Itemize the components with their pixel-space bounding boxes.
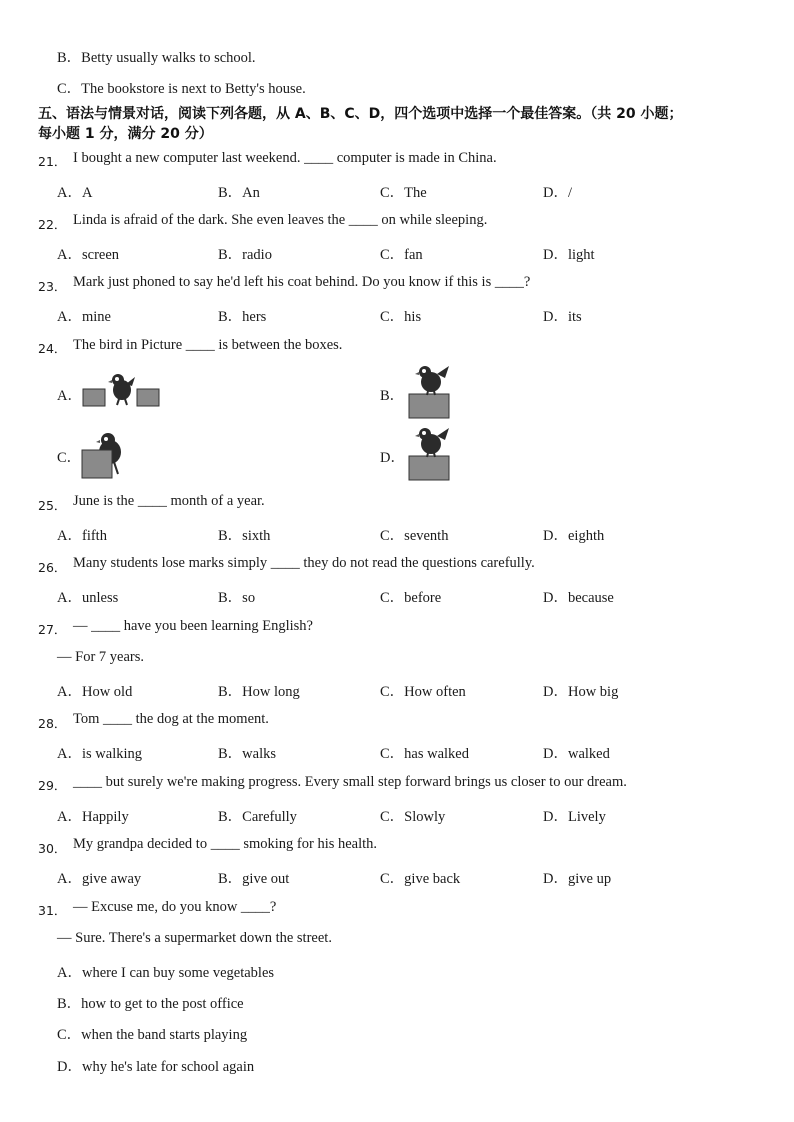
option-b[interactable]: B．give out — [218, 871, 290, 887]
option-d[interactable]: D．because — [543, 590, 614, 606]
question-stem: The bird in Picture ____ is between the boxes. — [73, 337, 343, 353]
section-title-line1: 五、语法与情景对话，阅读下列各题，从 A、B、C、D，四个选项中选择一个最佳答案。（共 20 小题； — [38, 106, 683, 122]
question-stem: ____ but surely we're making progress. Every small step forward brings us closer to our dream. — [73, 774, 627, 790]
option-b[interactable]: B．walks — [218, 746, 277, 762]
option-d[interactable]: D．light — [543, 247, 595, 263]
option-c[interactable]: C．before — [380, 590, 442, 606]
option-d[interactable]: D．/ — [543, 185, 573, 201]
option-a[interactable]: A．How old — [57, 684, 133, 700]
option-c[interactable]: C．when the band starts playing — [57, 1027, 248, 1043]
prev-option-c: C．The bookstore is next to Betty's house. — [57, 81, 306, 97]
question-number: 22． — [38, 217, 67, 232]
option-b[interactable]: B． — [380, 388, 405, 404]
option-d[interactable]: D．Lively — [543, 809, 606, 825]
option-b[interactable]: B．How long — [218, 684, 300, 700]
bird-on-box-picture[interactable] — [405, 426, 453, 482]
prev-option-b: B．Betty usually walks to school. — [57, 50, 256, 66]
option-c[interactable]: C．has walked — [380, 746, 469, 762]
bird-between-boxes-picture[interactable] — [82, 372, 162, 408]
bird-behind-box-picture[interactable] — [80, 430, 128, 480]
option-a[interactable]: A．give away — [57, 871, 142, 887]
option-d[interactable]: D．eighth — [543, 528, 605, 544]
option-a[interactable]: A．is walking — [57, 746, 142, 762]
dialogue-reply: — Sure. There's a supermarket down the street. — [57, 930, 332, 946]
option-c[interactable]: C．fan — [380, 247, 423, 263]
question-stem: Linda is afraid of the dark. She even leaves the ____ on while sleeping. — [73, 212, 488, 228]
option-c[interactable]: C．How often — [380, 684, 466, 700]
option-b[interactable]: B．radio — [218, 247, 272, 263]
option-b[interactable]: B．hers — [218, 309, 267, 325]
option-b[interactable]: B．An — [218, 185, 260, 201]
question-number: 23． — [38, 279, 67, 294]
question-stem: My grandpa decided to ____ smoking for his health. — [73, 836, 378, 852]
option-d[interactable]: D． — [380, 450, 405, 466]
option-a[interactable]: A．Happily — [57, 809, 129, 825]
option-a[interactable]: A．A — [57, 185, 93, 201]
dialogue-reply: — For 7 years. — [57, 649, 144, 665]
question-stem: June is the ____ month of a year. — [73, 493, 265, 509]
option-a[interactable]: A．where I can buy some vegetables — [57, 965, 275, 981]
option-a[interactable]: A．fifth — [57, 528, 107, 544]
option-c[interactable]: C． — [57, 450, 82, 466]
question-stem: — Excuse me, do you know ____? — [73, 899, 277, 915]
option-a[interactable]: A．screen — [57, 247, 120, 263]
option-b[interactable]: B．so — [218, 590, 256, 606]
question-stem: I bought a new computer last weekend. ____ computer is made in China. — [73, 150, 497, 166]
question-number: 21． — [38, 154, 67, 169]
section-title-line2: 每小题 1 分，满分 20 分） — [38, 126, 213, 142]
question-number: 28． — [38, 716, 67, 731]
question-number: 29． — [38, 778, 67, 793]
option-c[interactable]: C．Slowly — [380, 809, 446, 825]
option-a[interactable]: A．unless — [57, 590, 119, 606]
option-d[interactable]: D．walked — [543, 746, 610, 762]
option-c[interactable]: C．his — [380, 309, 422, 325]
option-a[interactable]: A． — [57, 388, 82, 404]
option-d[interactable]: D．How big — [543, 684, 619, 700]
question-number: 24． — [38, 341, 67, 356]
option-b[interactable]: B．sixth — [218, 528, 271, 544]
question-stem: Tom ____ the dog at the moment. — [73, 711, 269, 727]
question-stem: Many students lose marks simply ____ they do not read the questions carefully. — [73, 555, 535, 571]
question-number: 26． — [38, 560, 67, 575]
question-number: 27． — [38, 622, 67, 637]
option-b[interactable]: B．Carefully — [218, 809, 297, 825]
bird-on-box-picture[interactable] — [405, 364, 453, 420]
question-stem: — ____ have you been learning English? — [73, 618, 313, 634]
option-c[interactable]: C．seventh — [380, 528, 449, 544]
option-d[interactable]: D．give up — [543, 871, 612, 887]
option-d[interactable]: D．why he's late for school again — [57, 1059, 255, 1075]
option-d[interactable]: D．its — [543, 309, 582, 325]
question-number: 25． — [38, 498, 67, 513]
question-number: 31． — [38, 903, 67, 918]
option-b[interactable]: B．how to get to the post office — [57, 996, 244, 1012]
question-stem: Mark just phoned to say he'd left his coat behind. Do you know if this is ____? — [73, 274, 531, 290]
option-c[interactable]: C．give back — [380, 871, 461, 887]
option-a[interactable]: A．mine — [57, 309, 111, 325]
question-number: 30． — [38, 841, 67, 856]
option-c[interactable]: C．The — [380, 185, 427, 201]
